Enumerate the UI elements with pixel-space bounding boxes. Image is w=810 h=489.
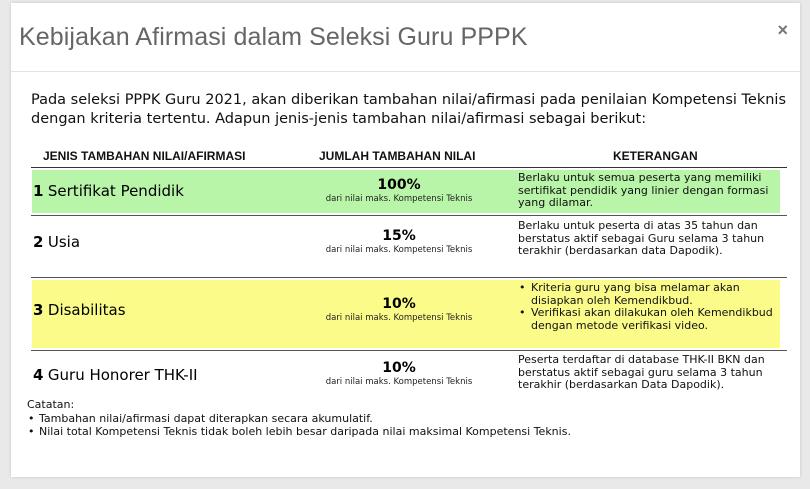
notes-list [27,412,787,439]
row-number: 2 [33,233,44,251]
row-percentage-note: dari nilai maks. Kompetensi Teknis [325,313,473,323]
row-description-list [518,282,780,332]
afirmasi-table [31,146,787,398]
table-row [31,168,787,216]
row-percentage-note: dari nilai maks. Kompetensi Teknis [325,245,473,255]
row-number: 3 [33,301,44,319]
row-percentage: 100% [377,177,421,193]
row-name: Sertifikat Pendidik [47,182,184,200]
intro-text: Pada seleksi PPPK Guru 2021, akan diberikan tambahan nilai/afirmasi pada penilaian Kompetensi Teknis dengan kriteria tertentu. Adapun jenis-jenis tambahan nilai/afirmasi sebagai berikut: [31,92,787,127]
table-header [31,146,787,168]
row-percentage-note: dari nilai maks. Kompetensi Teknis [325,377,473,387]
header-jenis: JENIS TAMBAHAN NILAI/AFIRMASI [43,149,246,163]
table-row [31,278,787,351]
row-name: Disabilitas [47,301,126,319]
row-percentage: 15% [382,228,416,244]
row-name: Usia [47,233,81,251]
close-icon[interactable]: × [777,20,788,40]
header-jumlah: JUMLAH TAMBAHAN NILAI [319,149,476,163]
row-number: 4 [33,366,44,384]
row-name: Guru Honorer THK-II [47,366,198,384]
row-description: Berlaku untuk peserta di atas 35 tahun dan berstatus aktif sebagai Guru selama 3 tahun terakhir (berdasarkan data Dapodik). [518,219,765,257]
list-item: • Nilai total Kompetensi Teknis tidak boleh lebih besar daripada nilai maksimal Kompetensi Teknis. [27,425,787,439]
modal-body [27,83,792,463]
row-number: 1 [33,182,44,200]
row-description: Berlaku untuk semua peserta yang memiliki sertifikat pendidik yang linier dengan formasi yang dilamar. [518,171,769,209]
row-description: Peserta terdaftar di database THK-II BKN dan berstatus aktif sebagai guru selama 3 tahun terakhir (berdasarkan Data Dapodik). [518,353,765,391]
modal-dialog [11,3,800,477]
modal-header [11,3,800,72]
list-item: • Tambahan nilai/afirmasi dapat diterapkan secara akumulatif. [27,412,787,426]
row-percentage: 10% [382,296,416,312]
table-row [31,216,787,278]
table-row [31,351,787,398]
notes-label: Catatan: [27,398,75,411]
header-keterangan: KETERANGAN [613,149,698,163]
notes-section [27,398,787,439]
modal-title: Kebijakan Afirmasi dalam Seleksi Guru PPPK [19,23,528,51]
row-percentage: 10% [382,360,416,376]
list-item: • Verifikasi akan dilakukan oleh Kemendikbud dengan metode verifikasi video. [518,307,780,332]
list-item: • Kriteria guru yang bisa melamar akan disiapkan oleh Kemendikbud. [518,282,780,307]
row-percentage-note: dari nilai maks. Kompetensi Teknis [325,194,473,204]
